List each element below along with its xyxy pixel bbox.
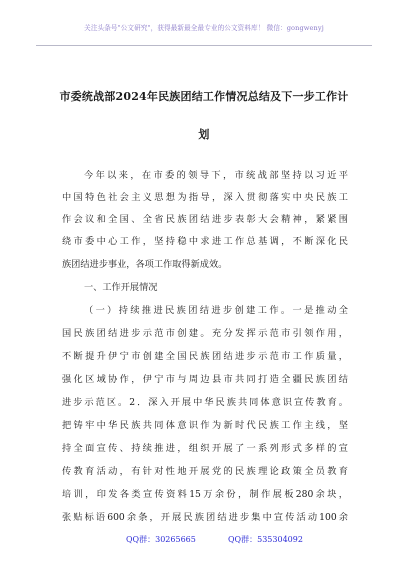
paragraph-line: 绕市委中心工作，坚持稳中求进工作总基调，不断深化民 (62, 236, 348, 247)
header-divider (36, 45, 372, 46)
paragraph-line: 国民族团结进步示范市创建。充分发挥示范市引领作用， (62, 328, 348, 339)
paragraph-line: （一）持续推进民族团结进步创建工作。一是推动全 (84, 305, 348, 316)
paragraph-line: 持全面宣传、持续推进，组织开展了一系列形式多样的宣 (62, 443, 348, 454)
paragraph-line: 今年以来，在市委的领导下，市统战部坚持以习近平 (84, 170, 348, 181)
document-title-line-2: 划 (198, 128, 210, 141)
paragraph-line: 中国特色社会主义思想为指导，深入贯彻落实中央民族工 (62, 192, 348, 203)
paragraph-line: 传教育活动，有针对性地开展党的民族理论政策全员教育 (62, 466, 348, 477)
section-heading: 一、工作开展情况 (84, 282, 158, 293)
paragraph-line: 作会议和全国、全省民族团结进步表彰大会精神，紧紧围 (62, 214, 348, 225)
paragraph-line: 培训，印发各类宣传资料15万余份，制作展板280余块， (62, 489, 348, 500)
footer-qq-group-1: QQ群：30265665 (126, 535, 196, 544)
paragraph-line: 族团结进步事业，各项工作取得新成效。 (62, 259, 228, 270)
document-title-line-1: 市委统战部2024年民族团结工作情况总结及下一步工作计 (59, 90, 349, 103)
paragraph-line: 张贴标语600余条，开展民族团结进步集中宣传活动100余 (62, 512, 348, 523)
header-banner: 关注头条号"公文研究"，获得最新最全最专业的公文资料库！ 微信：gongwenyj (84, 24, 324, 32)
footer-qq-group-2: QQ群：535304092 (228, 535, 303, 544)
paragraph-line: 强化区域协作，伊宁市与周边县市共同打造全疆民族团结 (62, 374, 348, 385)
paragraph-line: 把铸牢中华民族共同体意识作为新时代民族工作主线，坚 (62, 420, 348, 431)
paragraph-line: 不断提升伊宁市创建全国民族团结进步示范市工作质量， (62, 351, 348, 362)
paragraph-line: 进步示范区。2．深入开展中华民族共同体意识宣传教育。 (62, 397, 348, 408)
